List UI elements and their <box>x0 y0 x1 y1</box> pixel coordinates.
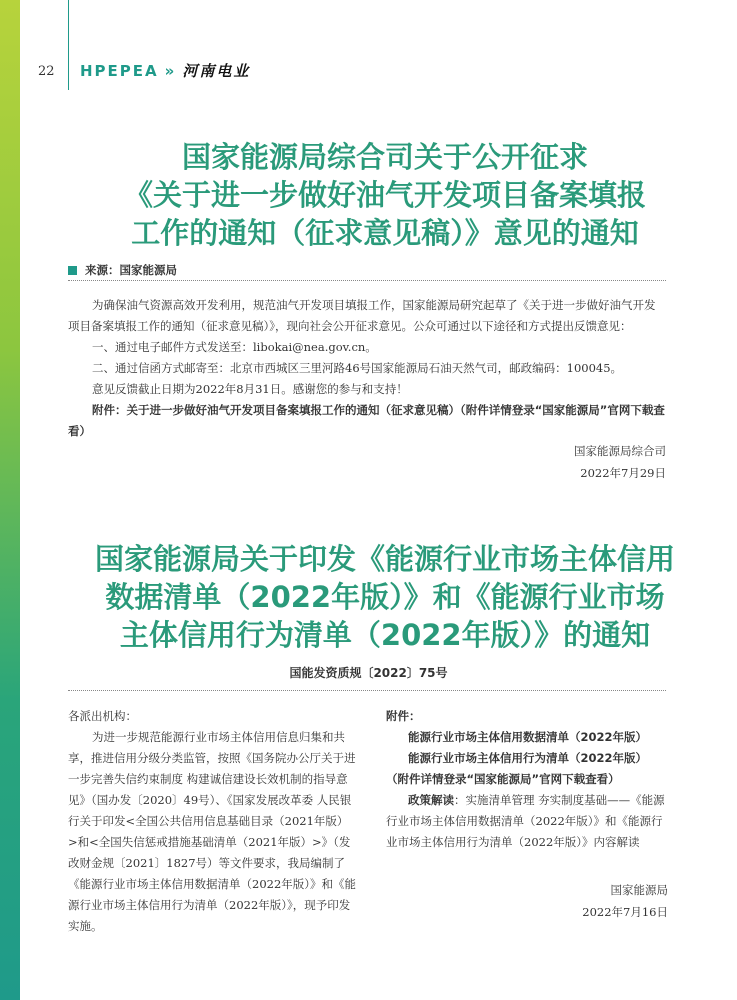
article1-body <box>68 295 666 442</box>
paragraph: 意见反馈截止日期为2022年8月31日。感谢您的参与和支持！ <box>92 382 408 396</box>
page-number: 22 <box>38 64 55 79</box>
attachment-note: （附件详情登录“国家能源局”官网下载查看） <box>386 772 620 786</box>
article1-title-line: 国家能源局综合司关于公开征求 <box>181 140 588 174</box>
document-number: 国能发资质规〔2022〕75号 <box>289 666 448 680</box>
article1-signature <box>574 440 666 484</box>
attachment-note: 附件：关于进一步做好油气开发项目备案填报工作的通知（征求意见稿）（附件详情登录“国家能源局”官网下载查看） <box>68 403 665 438</box>
article2-title <box>60 540 710 654</box>
dotted-divider <box>68 280 666 281</box>
square-bullet-icon <box>68 266 77 275</box>
salutation: 各派出机构： <box>68 709 137 723</box>
article2-title-line: 国家能源局关于印发《能源行业市场主体信用 <box>94 542 675 576</box>
dotted-divider <box>68 690 666 691</box>
header-divider <box>68 0 69 90</box>
article1-title <box>60 138 710 252</box>
sign-org: 国家能源局综合司 <box>574 444 666 458</box>
article1-source <box>68 262 177 278</box>
article2-title-line: 主体信用行为清单（2022年版）》的通知 <box>119 618 651 652</box>
policy-interpretation <box>386 790 668 853</box>
source-text: 来源：国家能源局 <box>85 263 177 277</box>
paragraph: 二、通过信函方式邮寄至：北京市西城区三里河路46号国家能源局石油天然气司，邮政编码：100045。 <box>92 361 623 375</box>
article2-right-column <box>386 706 668 923</box>
brand-separator: » <box>164 62 177 80</box>
attachment-label: 附件： <box>386 709 421 723</box>
magazine-name: 河南电业 <box>182 62 251 80</box>
attachment-item: 能源行业市场主体信用数据清单（2022年版） <box>408 730 648 744</box>
brand-logo: HPEPEA <box>80 62 159 80</box>
article2-left-column <box>68 706 358 937</box>
header-brand <box>80 60 250 81</box>
sign-date: 2022年7月16日 <box>582 905 668 919</box>
side-color-bar <box>0 0 20 1000</box>
paragraph: 一、通过电子邮件方式发送至：libokai@nea.gov.cn。 <box>92 340 377 354</box>
policy-label: 政策解读 <box>408 793 454 807</box>
attachment-item: 能源行业市场主体信用行为清单（2022年版） <box>408 751 648 765</box>
article2-signature <box>386 879 668 923</box>
sign-org: 国家能源局 <box>610 883 668 897</box>
policy-text: ：实施清单管理 夯实制度基础——《能源行业市场主体信用数据清单（2022年版）》和《能源行业市场主体信用行为清单（2022年版）》内容解读 <box>386 793 665 849</box>
article2-title-line: 数据清单（2022年版）》和《能源行业市场 <box>105 580 665 614</box>
sign-date: 2022年7月29日 <box>580 466 666 480</box>
article1-title-line: 工作的通知（征求意见稿）》意见的通知 <box>131 216 639 250</box>
article1-title-line: 《关于进一步做好油气开发项目备案填报 <box>123 178 646 212</box>
paragraph: 为确保油气资源高效开发利用，规范油气开发项目填报工作，国家能源局研究起草了《关于进一步做好油气开发项目备案填报工作的通知（征求意见稿）》，现向社会公开征求意见。公众可通过以下途径和方式提出反馈意见： <box>68 298 656 333</box>
paragraph: 为进一步规范能源行业市场主体信用信息归集和共享，推进信用分级分类监管，按照《国务院办公厅关于进一步完善失信约束制度 构建诚信建设长效机制的指导意见》（国办发〔2020〕49号）、《国家发展改革委 人民银行关于印发<全国公共信用信息基础目录（2021年版）>和<全国失信惩戒措施基础清单（2021年版）>》（发改财金规〔2021〕1827号）等文件要求，我局编制了《能源行业市场主体信用数据清单（2022年版）》和《能源行业市场主体信用行为清单（2022年版）》，现予印发实施。 <box>68 730 357 933</box>
